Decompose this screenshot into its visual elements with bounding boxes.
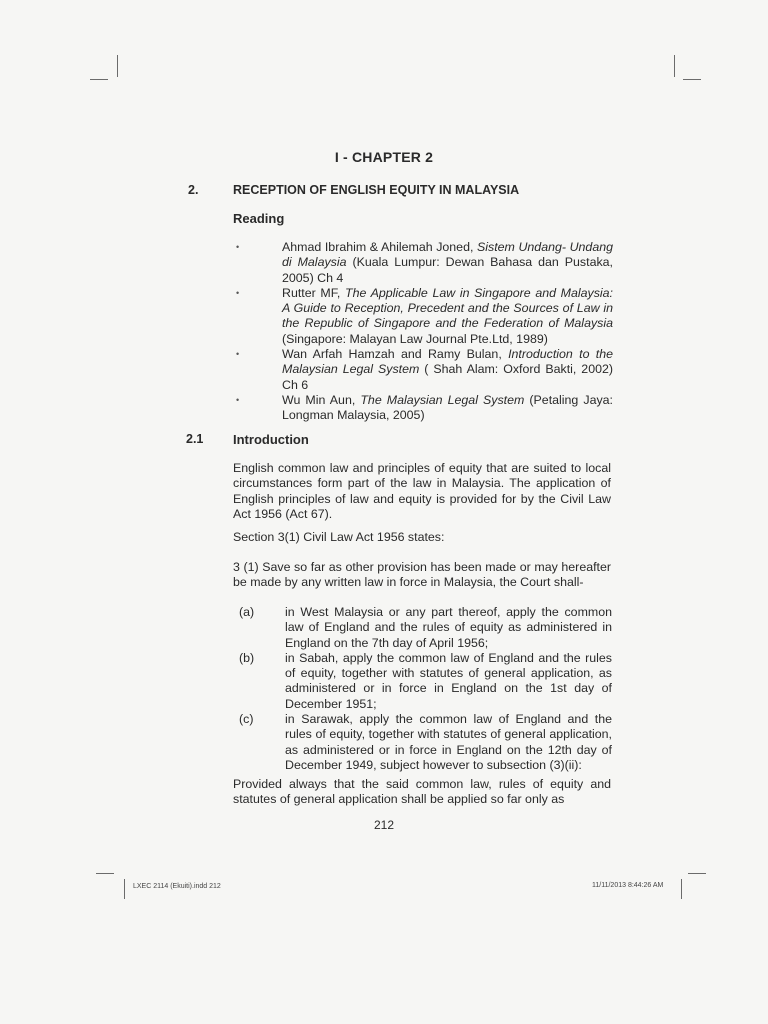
crop-mark-bottom-left-v <box>124 879 125 899</box>
quote-intro: 3 (1) Save so far as other provision has been made or may hereafter be made by any written law in force in Malaysia, the Court shall- <box>233 560 611 590</box>
clause-item <box>239 651 612 712</box>
crop-mark-top-left-h <box>90 79 108 80</box>
reading-details: (Petaling Jaya: Longman Malaysia, 2005) <box>282 392 614 423</box>
reading-item <box>233 286 613 347</box>
page-number: 212 <box>373 818 395 832</box>
chapter-title: I - CHAPTER 2 <box>334 149 434 165</box>
crop-mark-top-right-v <box>674 55 675 77</box>
bullet-icon: • <box>236 287 240 298</box>
reading-item <box>233 393 613 424</box>
reading-item <box>233 240 613 286</box>
clause-label: (b) <box>239 650 255 665</box>
clause-label: (a) <box>239 605 255 619</box>
reading-title: Sistem Undang- Undang di Malaysia <box>282 240 613 270</box>
crop-mark-top-right-h <box>683 79 701 80</box>
crop-mark-top-left-v <box>117 55 118 77</box>
subsection-title: Introduction <box>233 432 309 447</box>
section-title: RECEPTION OF ENGLISH EQUITY IN MALAYSIA <box>233 183 520 197</box>
crop-mark-bottom-right-v <box>681 879 682 899</box>
bullet-icon: • <box>236 242 240 252</box>
subsection-number: 2.1 <box>186 432 204 446</box>
section-reference: Section 3(1) Civil Law Act 1956 states: <box>233 530 445 544</box>
bullet-icon: • <box>236 394 240 405</box>
reading-list <box>233 240 613 424</box>
reading-item <box>233 347 613 393</box>
reading-author: Wu Min Aun, <box>282 392 361 407</box>
clause-text: in Sarawak, apply the common law of England and the rules of equity, together with statutes of general application, as administered or in force in England on the 12th day of December 1949, subject however to subsection (3)(ii): <box>285 712 612 772</box>
section-number: 2. <box>188 183 199 197</box>
bullet-icon: • <box>236 349 240 360</box>
reading-details: ( Shah Alam: Oxford Bakti, 2002) Ch 6 <box>282 362 613 392</box>
footer-filename: LXEC 2114 (Ekuiti).indd 212 <box>133 883 221 890</box>
reading-author: Rutter MF, <box>282 285 346 300</box>
reading-heading: Reading <box>233 211 285 226</box>
reading-details: (Kuala Lumpur: Dewan Bahasa dan Pustaka, 2005) Ch 4 <box>282 255 613 285</box>
clause-item <box>239 605 612 651</box>
clause-label: (c) <box>239 712 254 727</box>
intro-paragraph: English common law and principles of equity that are suited to local circumstances form part of the law in Malaysia. The application of English principles of law and equity is provided for by the Civil Law Act 1956 (Act 67). <box>233 461 611 521</box>
reading-author: Ahmad Ibrahim & Ahilemah Joned, <box>282 240 477 254</box>
crop-mark-bottom-left-h <box>96 873 114 874</box>
reading-title: Introduction to the Malaysian Legal System <box>282 347 613 377</box>
clause-text: in Sabah, apply the common law of England and the rules of equity, together with statutes of general application, as administered or in force in England on the 1st day of December 1951; <box>285 650 612 711</box>
clause-text: in West Malaysia or any part thereof, apply the common law of England and the rules of equity as administered in England on the 7th day of April 1956; <box>285 605 612 650</box>
footer-timestamp: 11/11/2013 8:44:26 AM <box>592 882 664 889</box>
clause-list <box>239 605 612 773</box>
reading-title: The Malaysian Legal System <box>360 392 525 407</box>
reading-details: (Singapore: Malayan Law Journal Pte.Ltd, 1989) <box>282 331 548 346</box>
reading-author: Wan Arfah Hamzah and Ramy Bulan, <box>282 347 509 362</box>
proviso-paragraph: Provided always that the said common law, rules of equity and statutes of general application shall be applied so far only as <box>233 777 611 807</box>
clause-item <box>239 712 612 773</box>
crop-mark-bottom-right-h <box>688 873 706 874</box>
reading-title: The Applicable Law in Singapore and Malaysia: A Guide to Reception, Precedent and the Sources of Law in the Republic of Singapore and the Federation of Malaysia <box>282 285 613 331</box>
